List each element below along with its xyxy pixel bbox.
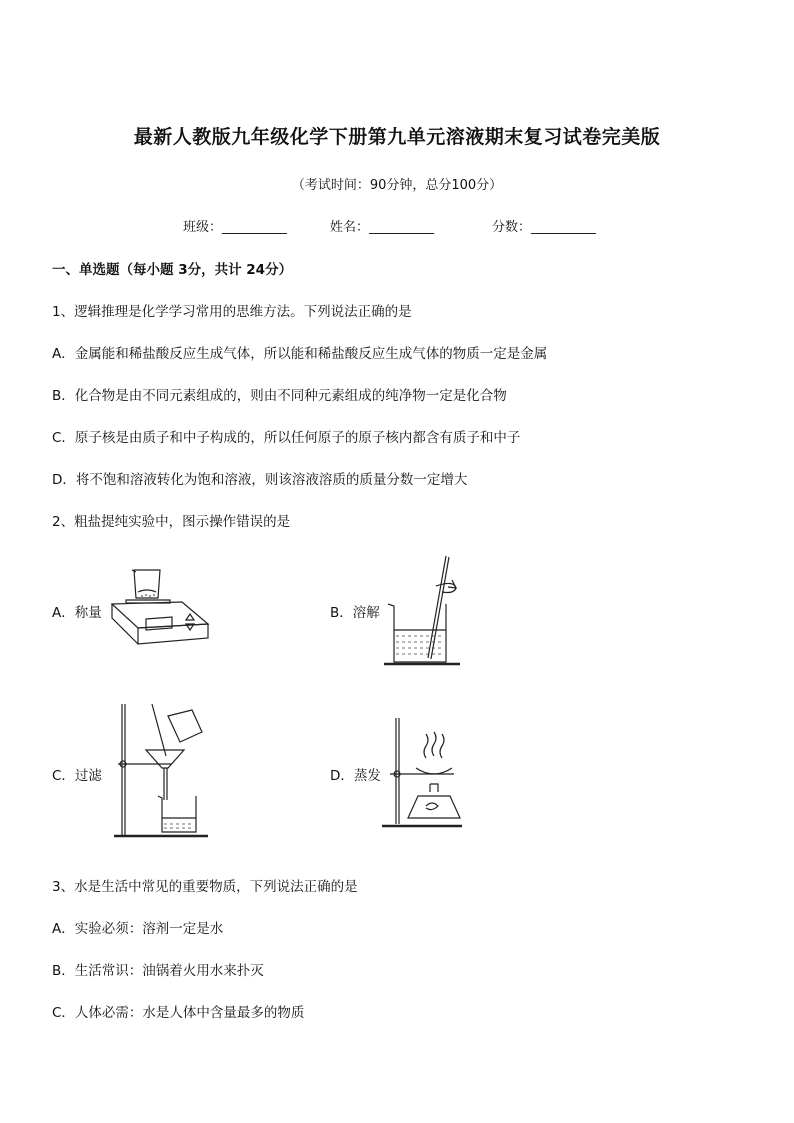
class-field: 班级：__________ [183,220,288,235]
filtration-setup-icon [112,700,208,842]
question-2-option-d: D．蒸发 [330,768,381,784]
question-1-option-d: D．将不饱和溶液转化为饱和溶液，则该溶液溶质的质量分数一定增大 [52,472,468,488]
question-3-option-b: B．生活常识：油锅着火用水来扑灭 [52,963,264,979]
question-3-option-c: C．人体必需：水是人体中含量最多的物质 [52,1005,305,1021]
name-field: 姓名：__________ [330,220,435,235]
question-1-option-a: A．金属能和稀盐酸反应生成气体，所以能和稀盐酸反应生成气体的物质一定是金属 [52,346,548,362]
exam-subtitle: （考试时间：90分钟，总分100分） [291,178,503,193]
exam-title: 最新人教版九年级化学下册第九单元溶液期末复习试卷完美版 [133,126,661,148]
question-3-stem: 3、水是生活中常见的重要物质，下列说法正确的是 [52,879,358,895]
question-2-option-b: B．溶解 [330,605,380,621]
section-heading: 一、单选题（每小题 3分，共计 24分） [52,262,293,278]
beaker-stirring-icon [384,554,460,666]
question-2-stem: 2、粗盐提纯实验中，图示操作错误的是 [52,514,291,530]
score-field: 分数：__________ [492,220,597,235]
evaporation-setup-icon [382,714,464,832]
question-1-stem: 1、逻辑推理是化学学习常用的思维方法。下列说法正确的是 [52,304,412,320]
question-1-option-b: B．化合物是由不同元素组成的，则由不同种元素组成的纯净物一定是化合物 [52,388,507,404]
question-3-option-a: A．实验必须：溶剂一定是水 [52,921,224,937]
question-2-option-a: A．称量 [52,605,102,621]
balance-weighing-icon [108,562,216,654]
question-1-option-c: C．原子核是由质子和中子构成的，所以任何原子的原子核内都含有质子和中子 [52,430,521,446]
question-2-option-c: C．过滤 [52,768,102,784]
